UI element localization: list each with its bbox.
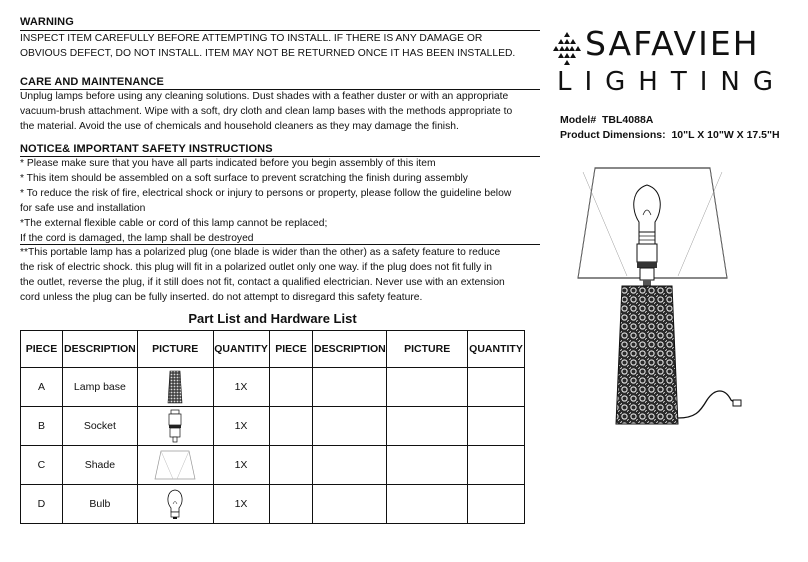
cell-empty: [269, 446, 313, 485]
cell-empty: [269, 368, 313, 407]
cell-piece: D: [21, 485, 63, 524]
polarized-line: the outlet, reverse the plug, if it still does not fit, contact a qualified electrician. Never use with an extension: [20, 277, 505, 288]
cell-picture: [137, 485, 213, 524]
brand-sub: LIGHTING: [557, 67, 786, 97]
cell-picture: [137, 407, 213, 446]
brand-name: SAFAVIEH: [585, 24, 760, 63]
cell-empty: [313, 407, 387, 446]
header-picture-2: PICTURE: [387, 331, 468, 368]
cell-empty: [313, 485, 387, 524]
notice-line: * To reduce the risk of fire, electrical shock or injury to persons or property, please follow the guideline below: [20, 188, 512, 199]
cell-quantity: 1X: [213, 446, 269, 485]
cell-description: Socket: [62, 407, 137, 446]
warning-line: OBVIOUS DEFECT, DO NOT INSTALL. ITEM MAY NOT BE RETURNED ONCE IT HAS BEEN INSTALLED.: [20, 48, 516, 59]
cell-empty: [313, 446, 387, 485]
notice-line: for safe use and installation: [20, 203, 146, 214]
cell-empty: [313, 368, 387, 407]
header-description-2: DESCRIPTION: [313, 331, 387, 368]
cell-description: Bulb: [62, 485, 137, 524]
model-value: TBL4088A: [602, 114, 654, 126]
warning-line: INSPECT ITEM CAREFULLY BEFORE ATTEMPTING TO INSTALL. IF THERE IS ANY DAMAGE OR: [20, 33, 483, 44]
header-piece: PIECE: [21, 331, 63, 368]
header-quantity: QUANTITY: [213, 331, 269, 368]
notice-line: If the cord is damaged, the lamp shall be destroyed: [20, 233, 254, 244]
polarized-text: [20, 245, 505, 305]
cell-empty: [269, 407, 313, 446]
lamp-cord-drawing: [678, 391, 741, 418]
cell-quantity: 1X: [213, 485, 269, 524]
cell-description: Lamp base: [62, 368, 137, 407]
care-line: Unplug lamps before using any cleaning solutions. Dust shades with a feather duster or with an appropriate: [20, 91, 509, 102]
polarized-line: the risk of electric shock. this plug will fit in a polarized outlet only one way. if the plug does not fit fully in: [20, 262, 492, 273]
notice-title: NOTICE& IMPORTANT SAFETY INSTRUCTIONS: [20, 143, 273, 155]
cell-empty: [467, 368, 524, 407]
model-line: [560, 114, 653, 126]
parts-table: [20, 330, 525, 524]
cell-quantity: 1X: [213, 407, 269, 446]
shade-icon: [153, 449, 197, 481]
header-quantity-2: QUANTITY: [467, 331, 524, 368]
cell-empty: [387, 485, 468, 524]
polarized-line: cord unless the plug can be fully inserted. do not attempt to disregard this safety feature.: [20, 292, 423, 303]
header-picture: PICTURE: [137, 331, 213, 368]
cell-picture: [137, 446, 213, 485]
polarized-line: **This portable lamp has a polarized plug (one blade is wider than the other) as a safety feature to reduce: [20, 247, 501, 258]
table-row: [21, 368, 525, 407]
cell-empty: [467, 485, 524, 524]
dimensions-label: Product Dimensions:: [560, 129, 666, 141]
lamp-base-icon: [167, 370, 183, 404]
cell-empty: [387, 446, 468, 485]
dimensions-line: [560, 129, 780, 141]
brand-logo-icon: [552, 30, 582, 70]
care-line: the material. Avoid the use of chemicals and household cleaners as they may damage the finish.: [20, 121, 459, 132]
notice-line: * This item should be assembled on a soft surface to prevent scratching the finish during assembly: [20, 173, 468, 184]
warning-title: WARNING: [20, 16, 74, 28]
cell-piece: A: [21, 368, 63, 407]
notice-line: * Please make sure that you have all parts indicated before you begin assembly of this item: [20, 158, 436, 169]
table-row: [21, 446, 525, 485]
header-piece-2: PIECE: [269, 331, 313, 368]
table-row: [21, 407, 525, 446]
cell-empty: [387, 407, 468, 446]
model-label: Model#: [560, 114, 597, 126]
cell-piece: C: [21, 446, 63, 485]
bulb-icon: [165, 488, 185, 520]
lamp-socket-drawing: [637, 244, 657, 286]
care-line: vacuum-brush attachment. Wipe with a soft, dry cloth and clean lamp bases with the methods appropriate to: [20, 106, 513, 117]
notice-text: [20, 156, 511, 246]
header-description: DESCRIPTION: [62, 331, 137, 368]
cell-quantity: 1X: [213, 368, 269, 407]
cell-description: Shade: [62, 446, 137, 485]
parts-table-header-row: [21, 331, 525, 368]
lamp-illustration: [575, 160, 745, 430]
parts-table-title: Part List and Hardware List: [188, 311, 357, 326]
cell-empty: [467, 407, 524, 446]
lamp-base-drawing: [616, 286, 678, 424]
cell-empty: [387, 368, 468, 407]
cell-picture: [137, 368, 213, 407]
table-row: [21, 485, 525, 524]
cell-empty: [467, 446, 524, 485]
notice-line: *The external flexible cable or cord of this lamp cannot be replaced;: [20, 218, 328, 229]
cell-empty: [269, 485, 313, 524]
warning-text: [20, 31, 515, 61]
cell-piece: B: [21, 407, 63, 446]
socket-icon: [168, 409, 182, 443]
dimensions-value: 10"L X 10"W X 17.5"H: [671, 129, 780, 141]
care-title: CARE AND MAINTENANCE: [20, 76, 164, 88]
care-text: [20, 89, 512, 134]
